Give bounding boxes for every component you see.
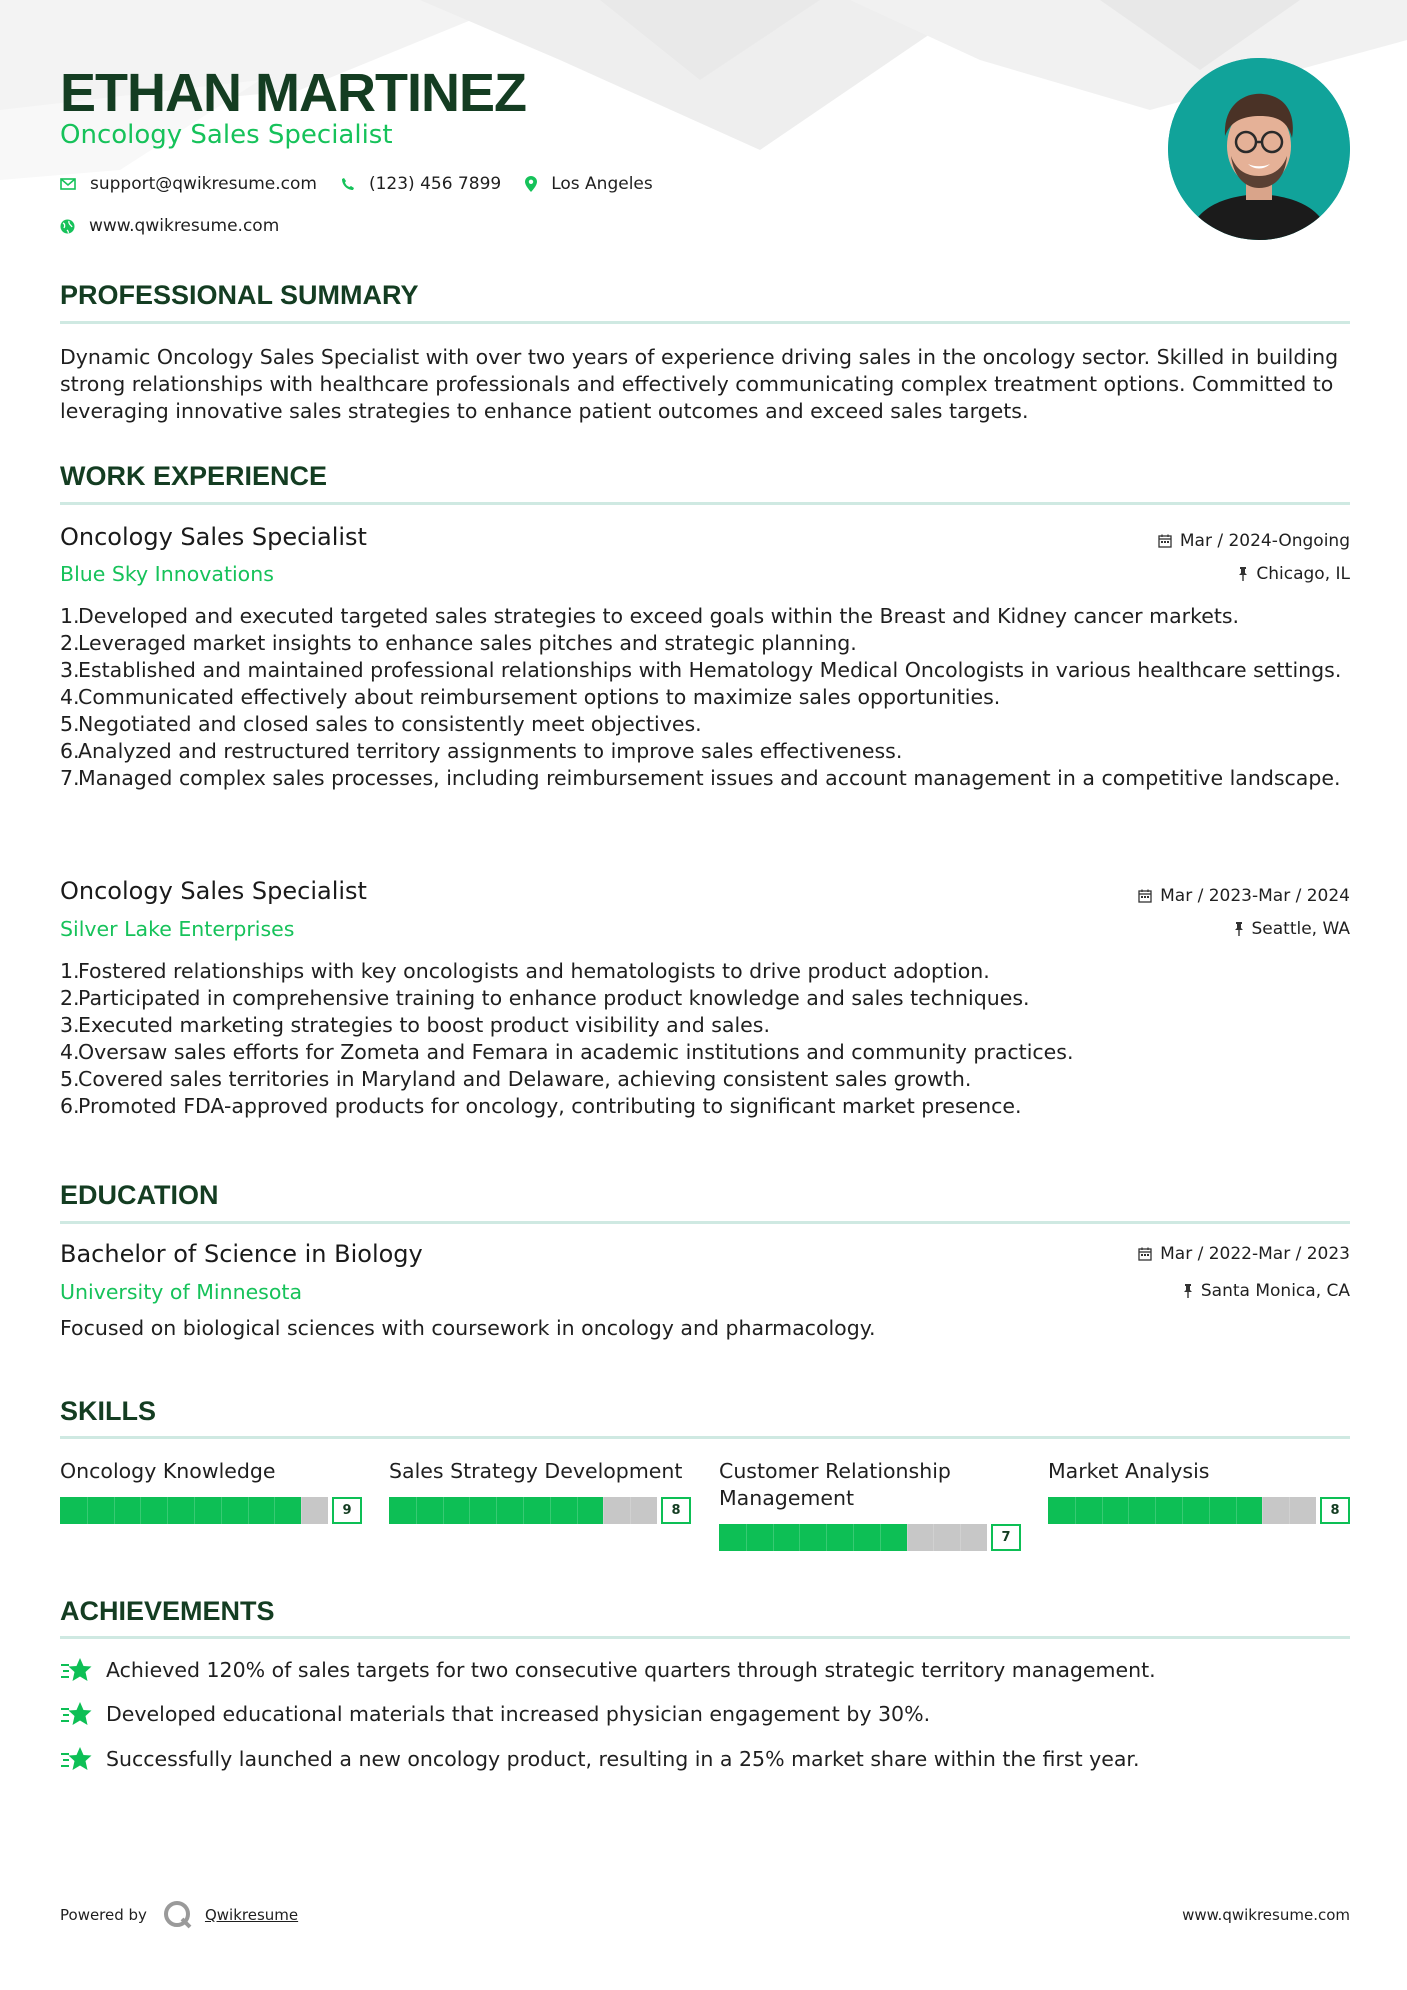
skill-bar-segment <box>140 1497 141 1524</box>
achievement-item <box>60 1746 1140 1772</box>
job-dates-text: Mar / 2024-Ongoing <box>1179 531 1350 551</box>
map-pin-icon <box>525 176 537 192</box>
skill-bar-segment <box>1182 1497 1183 1524</box>
list-item: 4. Oversaw sales efforts for Zometa and Femara in academic institutions and community practices. <box>60 1040 1074 1064</box>
footer-website[interactable]: www.qwikresume.com <box>1182 1906 1350 1924</box>
job-dates <box>1158 531 1350 551</box>
list-item: 3. Executed marketing strategies to boost product visibility and sales. <box>60 1013 770 1037</box>
skill-bar-segment <box>1209 1497 1210 1524</box>
skill-bar-segment <box>1262 1497 1263 1524</box>
skill-bar-segment <box>960 1524 961 1551</box>
job-company: Silver Lake Enterprises <box>60 917 295 941</box>
skill-bar-segment <box>114 1497 115 1524</box>
skill-bar-segment <box>221 1497 222 1524</box>
job-location <box>1238 564 1350 584</box>
calendar-icon <box>1158 534 1172 548</box>
summary-text: Dynamic Oncology Sales Specialist with over two years of experience driving sales in the oncology sector. Skilled in building strong relationships with healthcare professionals and effectively communicating complex treatment options. Committed to leveraging innovative sales strategies to enhance patient outcomes and exceed sales targets. <box>60 345 1339 423</box>
skill-rating-bar <box>389 1497 691 1524</box>
skill-bar-segment <box>87 1497 88 1524</box>
skill-track <box>389 1497 657 1524</box>
skill-bar-segment <box>933 1524 934 1551</box>
achievement-item <box>60 1701 930 1727</box>
degree-title: Bachelor of Science in Biology <box>60 1240 423 1268</box>
star-icon <box>60 1746 92 1772</box>
summary-heading: PROFESSIONAL SUMMARY <box>60 280 419 310</box>
list-item: 2. Participated in comprehensive training to enhance product knowledge and sales techniques. <box>60 986 1030 1010</box>
skill-bar-segment <box>274 1497 275 1524</box>
list-item: 2. Leveraged market insights to enhance sales pitches and strategic planning. <box>60 631 857 655</box>
school-name: University of Minnesota <box>60 1280 303 1304</box>
skill-score: 7 <box>991 1524 1021 1551</box>
list-item: 1. Developed and executed targeted sales strategies to exceed goals within the Breast and Kidney cancer markets. <box>60 604 1240 628</box>
achievement-text: Achieved 120% of sales targets for two consecutive quarters through strategic territory management. <box>106 1658 1156 1682</box>
list-item: 3. Established and maintained professional relationships with Hematology Medical Oncologists in various healthcare settings. <box>60 658 1342 682</box>
skill-bar-segment <box>1102 1497 1103 1524</box>
achievements-heading: ACHIEVEMENTS <box>60 1596 275 1626</box>
list-item: 4. Communicated effectively about reimbursement options to maximize sales opportunities. <box>60 685 1001 709</box>
skill-bar-segment <box>1075 1497 1076 1524</box>
skill-fill <box>60 1497 301 1524</box>
skill-name: Market Analysis <box>1048 1459 1210 1483</box>
list-item: 1. Fostered relationships with key oncologists and hematologists to drive product adoption. <box>60 959 990 983</box>
skill-name: Sales Strategy Development <box>389 1459 683 1483</box>
skill-item <box>60 1458 362 1524</box>
qwikresume-logo-icon <box>163 1900 193 1930</box>
skill-bar-segment <box>799 1524 800 1551</box>
skill-bar-segment <box>443 1497 444 1524</box>
list-item: 5. Negotiated and closed sales to consistently meet objectives. <box>60 712 702 736</box>
job-dates-text: Mar / 2023-Mar / 2024 <box>1160 886 1350 906</box>
skills-heading: SKILLS <box>60 1396 157 1426</box>
pushpin-icon <box>1234 922 1244 936</box>
skill-bar-segment <box>194 1497 195 1524</box>
skill-bar-segment <box>577 1497 578 1524</box>
skill-item <box>719 1458 1021 1551</box>
skill-item <box>389 1458 691 1524</box>
skill-rating-bar <box>719 1524 1021 1551</box>
skill-score: 9 <box>332 1497 362 1524</box>
skill-track <box>60 1497 328 1524</box>
skill-bar-segment <box>469 1497 470 1524</box>
job-bullets <box>60 603 1350 792</box>
list-item: 5. Covered sales territories in Maryland and Delaware, achieving consistent sales growth. <box>60 1067 972 1091</box>
skill-fill <box>719 1524 907 1551</box>
list-item: 7. Managed complex sales processes, including reimbursement issues and account management in a competitive landscape. <box>60 766 1341 790</box>
skill-track <box>719 1524 987 1551</box>
globe-icon <box>60 219 75 234</box>
summary-divider <box>60 321 1350 324</box>
phone-text: (123) 456 7899 <box>368 174 502 194</box>
location-text: Los Angeles <box>551 174 653 194</box>
skill-bar-segment <box>853 1524 854 1551</box>
skill-bar-segment <box>1128 1497 1129 1524</box>
job-location <box>1234 919 1351 939</box>
envelope-icon <box>60 178 76 190</box>
skill-bar-segment <box>603 1497 604 1524</box>
candidate-title: Oncology Sales Specialist <box>60 120 393 150</box>
skill-score: 8 <box>1320 1497 1350 1524</box>
skill-bar-segment <box>1289 1497 1290 1524</box>
skill-rating-bar <box>1048 1497 1350 1524</box>
candidate-name: ETHAN MARTINEZ <box>60 63 526 123</box>
skill-bar-segment <box>907 1524 908 1551</box>
contact-website[interactable] <box>60 216 279 236</box>
skill-bar-segment <box>1236 1497 1237 1524</box>
skill-bar-segment <box>550 1497 551 1524</box>
contact-email[interactable] <box>60 174 317 194</box>
achievement-item <box>60 1657 1156 1683</box>
skill-bar-segment <box>416 1497 417 1524</box>
skill-name: Oncology Knowledge <box>60 1459 276 1483</box>
skills-divider <box>60 1436 1350 1439</box>
job-dates <box>1138 886 1350 906</box>
list-item: 6. Promoted FDA-approved products for oncology, contributing to significant market presence. <box>60 1094 1022 1118</box>
skill-bar-segment <box>1155 1497 1156 1524</box>
contact-phone[interactable] <box>341 174 501 194</box>
skill-bar-segment <box>496 1497 497 1524</box>
job-location-text: Seattle, WA <box>1251 919 1350 939</box>
skill-bar-segment <box>773 1524 774 1551</box>
skill-bar-segment <box>880 1524 881 1551</box>
job-location-text: Chicago, IL <box>1256 564 1350 584</box>
skill-bar-segment <box>826 1524 827 1551</box>
email-text: support@qwikresume.com <box>90 174 317 194</box>
profile-photo <box>1168 58 1350 240</box>
powered-by-label: Powered by <box>60 1906 147 1924</box>
list-item: 6. Analyzed and restructured territory assignments to improve sales effectiveness. <box>60 739 903 763</box>
star-icon <box>60 1701 92 1727</box>
achievements-divider <box>60 1636 1350 1639</box>
skill-score: 8 <box>661 1497 691 1524</box>
contact-row-web <box>60 214 303 238</box>
footer-branding <box>60 1900 298 1930</box>
star-icon <box>60 1657 92 1683</box>
qwikresume-link[interactable]: Qwikresume <box>204 1906 299 1924</box>
experience-heading: WORK EXPERIENCE <box>60 461 328 491</box>
job-bullets <box>60 958 1350 1120</box>
education-location <box>1183 1281 1350 1301</box>
skill-bar-segment <box>746 1524 747 1551</box>
skill-rating-bar <box>60 1497 362 1524</box>
phone-icon <box>341 177 355 191</box>
pushpin-icon <box>1183 1284 1193 1298</box>
education-dates-text: Mar / 2022-Mar / 2023 <box>1160 1244 1350 1264</box>
education-dates <box>1138 1244 1350 1264</box>
skill-bar-segment <box>167 1497 168 1524</box>
pushpin-icon <box>1238 567 1248 581</box>
achievement-text: Developed educational materials that increased physician engagement by 30%. <box>106 1702 931 1726</box>
calendar-icon <box>1138 1247 1152 1261</box>
contact-location <box>525 174 653 194</box>
contact-row <box>60 172 677 196</box>
skill-item <box>1048 1458 1350 1524</box>
education-location-text: Santa Monica, CA <box>1200 1281 1350 1301</box>
calendar-icon <box>1138 889 1152 903</box>
job-title: Oncology Sales Specialist <box>60 877 367 905</box>
website-text: www.qwikresume.com <box>89 216 280 236</box>
job-company: Blue Sky Innovations <box>60 562 274 586</box>
experience-divider <box>60 502 1350 505</box>
job-title: Oncology Sales Specialist <box>60 523 367 551</box>
education-divider <box>60 1221 1350 1224</box>
skill-bar-segment <box>523 1497 524 1524</box>
skill-bar-segment <box>301 1497 302 1524</box>
education-description: Focused on biological sciences with coursework in oncology and pharmacology. <box>60 1316 876 1340</box>
skill-name: Customer Relationship Management <box>719 1459 951 1510</box>
skill-bar-segment <box>248 1497 249 1524</box>
achievement-text: Successfully launched a new oncology product, resulting in a 25% market share within the first year. <box>106 1747 1140 1771</box>
skill-bar-segment <box>630 1497 631 1524</box>
education-heading: EDUCATION <box>60 1180 219 1210</box>
skill-track <box>1048 1497 1316 1524</box>
